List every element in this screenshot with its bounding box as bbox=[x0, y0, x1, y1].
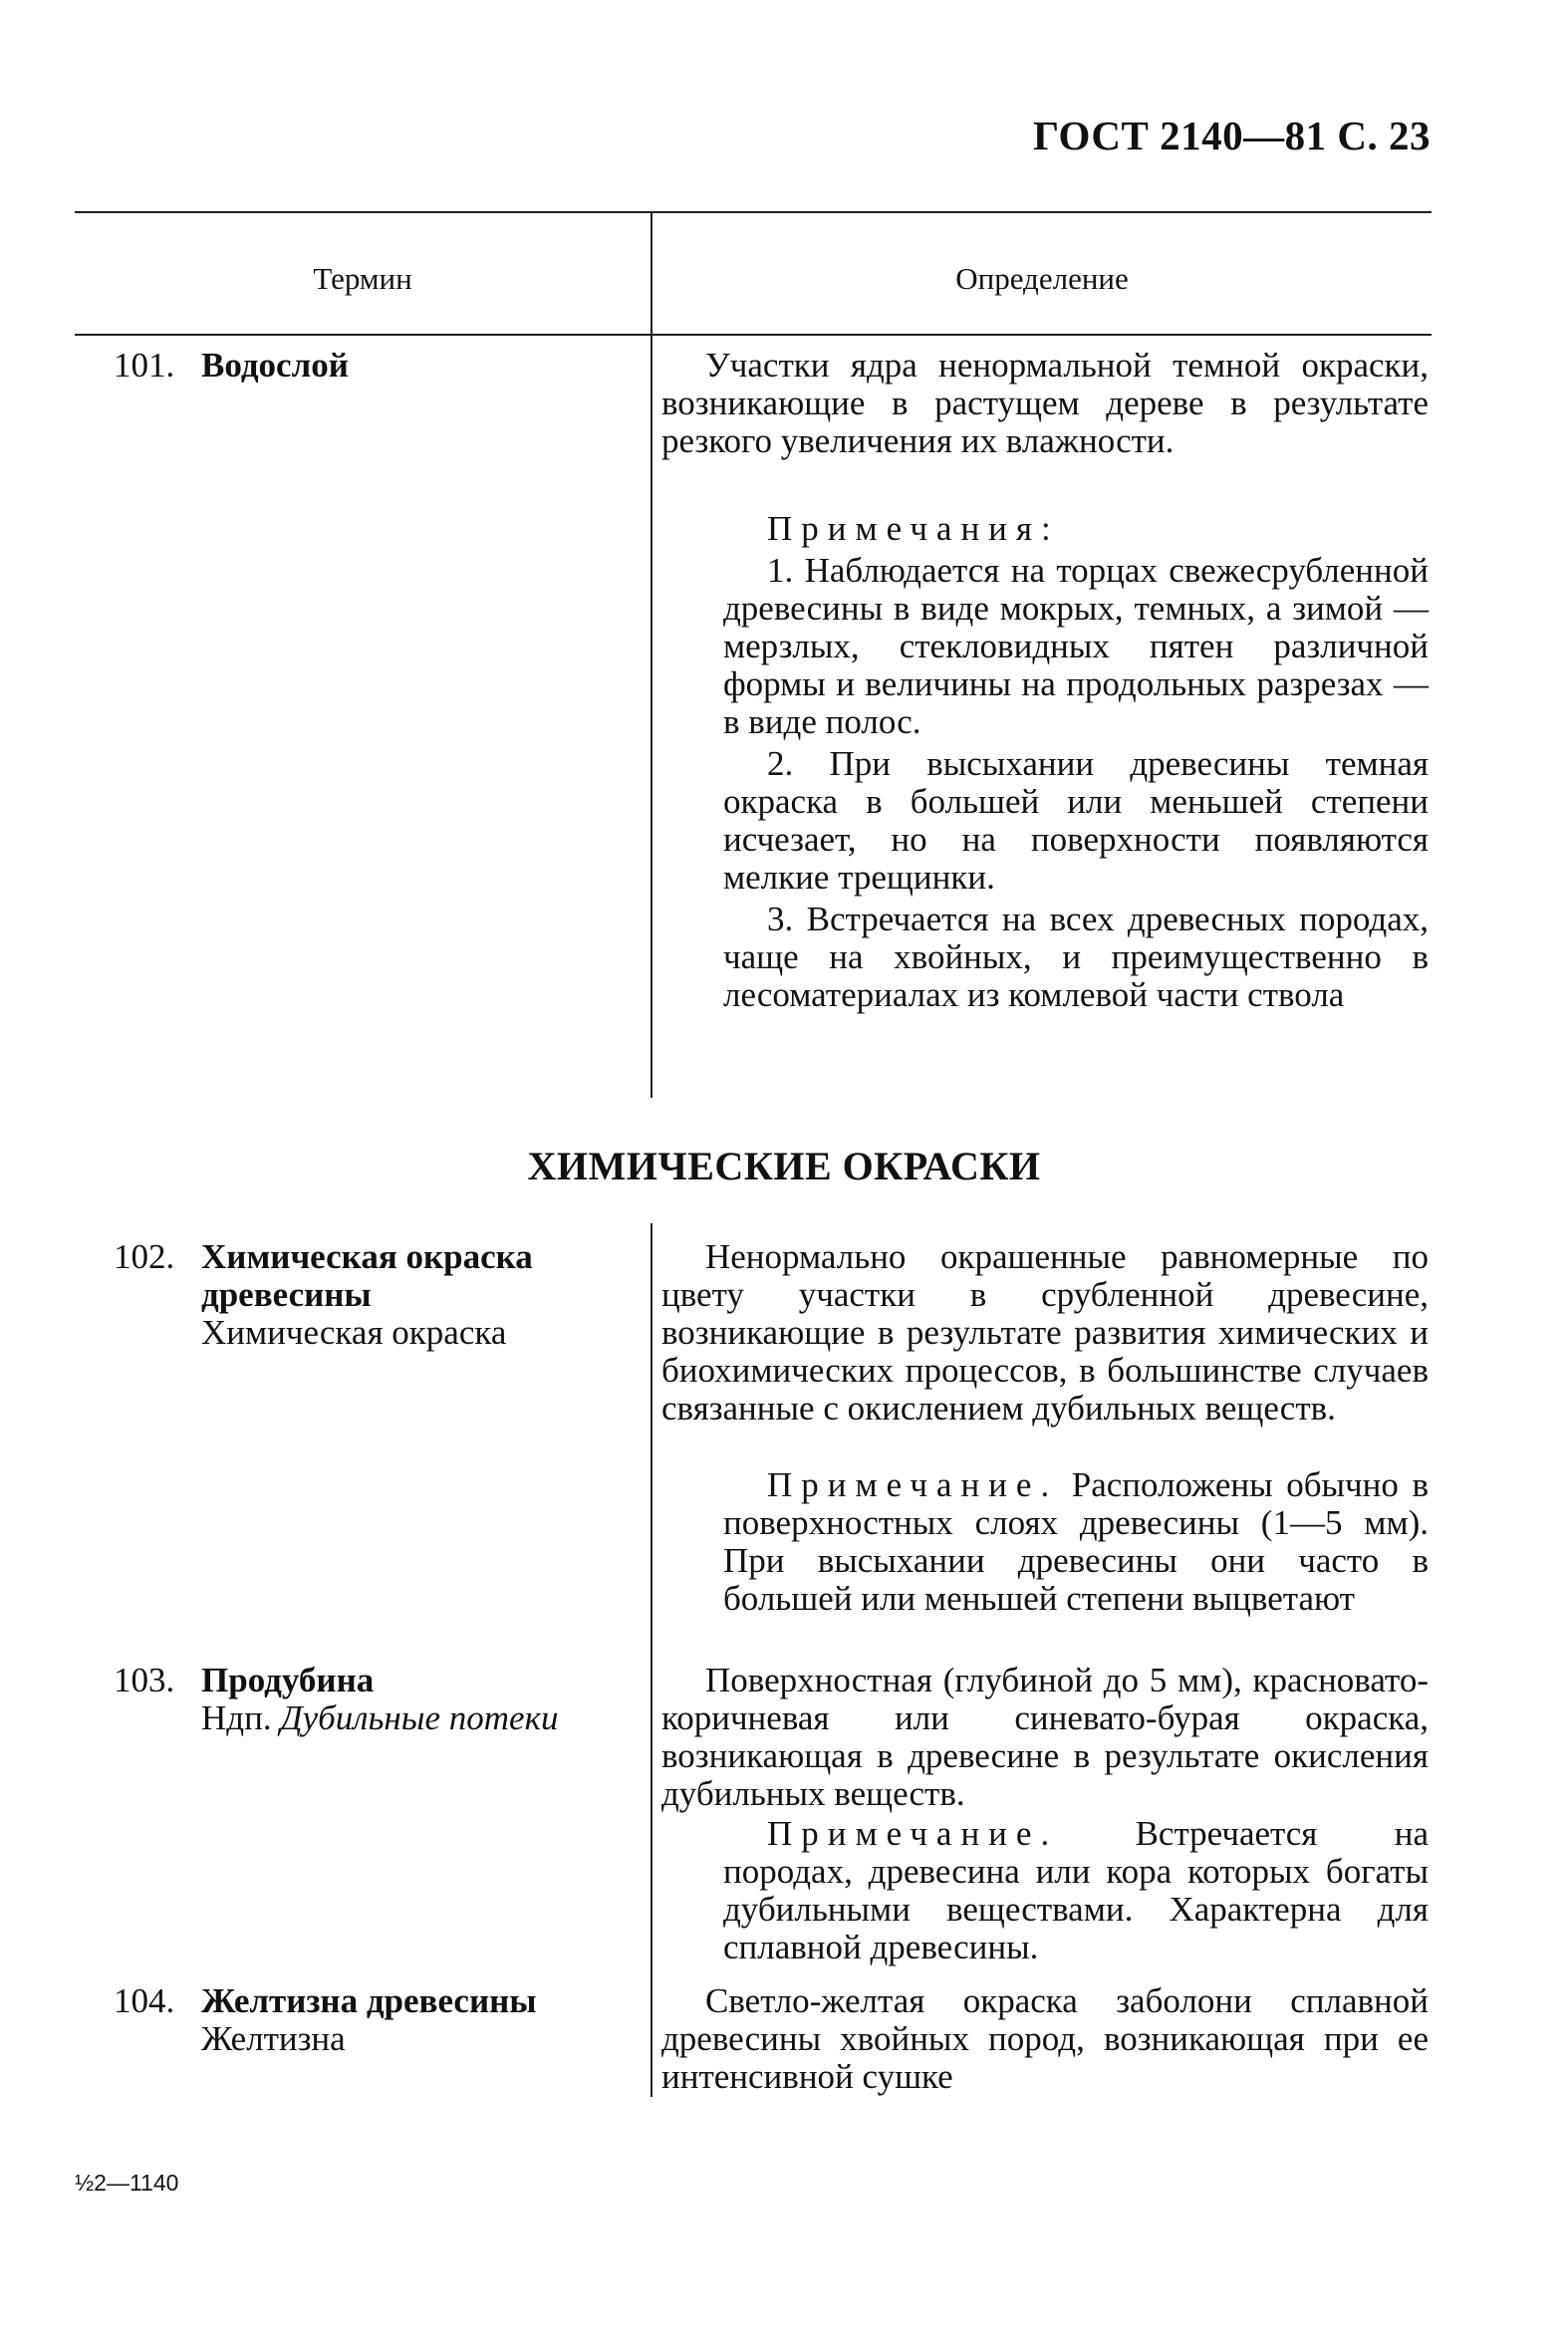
table-header-rule bbox=[75, 334, 1432, 336]
ndp-term: Дубильные потеки bbox=[280, 1698, 559, 1737]
section-title: ХИМИЧЕСКИЕ ОКРАСКИ bbox=[527, 1144, 1041, 1188]
term-104 bbox=[114, 1982, 652, 2058]
notes-title: Примечания: bbox=[767, 509, 1060, 548]
note-102 bbox=[723, 1466, 1429, 1622]
table-column-divider bbox=[651, 211, 653, 1098]
term-name: Желтизна древесины bbox=[201, 1981, 537, 2020]
term-name: Продубина bbox=[201, 1661, 375, 1699]
note-label: Примечание. bbox=[767, 1814, 1059, 1853]
term-number: 102. bbox=[114, 1237, 175, 1276]
column-header-definition: Определение bbox=[955, 261, 1129, 296]
term-number: 101. bbox=[114, 346, 175, 385]
definition-104 bbox=[661, 1982, 1429, 2096]
definition-101 bbox=[661, 347, 1429, 460]
notes-101 bbox=[723, 510, 1429, 1018]
term-102 bbox=[114, 1238, 652, 1352]
note-item: 3. Встречается на всех древесных породах, чаще на хвойных, и преимущественно в лесоматериалах из комлевой части ствола bbox=[723, 900, 1429, 1014]
definition-text: Участки ядра ненормальной темной окраски, возникающие в растущем дереве в результате резкого увеличения их влажности. bbox=[661, 346, 1429, 460]
term-101 bbox=[114, 347, 652, 385]
table-column-divider-lower bbox=[651, 1223, 653, 2097]
table-top-rule bbox=[75, 211, 1432, 213]
term-number: 103. bbox=[114, 1661, 175, 1699]
footer-code: ½2—1140 bbox=[75, 2170, 179, 2196]
term-103 bbox=[114, 1662, 652, 1737]
definition-text: Светло-желтая окраска заболони сплавной древесины хвойных пород, возникающая при ее интенсивной сушке bbox=[661, 1981, 1429, 2096]
note-103 bbox=[723, 1815, 1429, 1970]
term-not-allowed bbox=[114, 1699, 652, 1737]
definition-103 bbox=[661, 1662, 1429, 1813]
definition-text: Поверхностная (глубиной до 5 мм), красновато-коричневая или синевато-бурая окраска, возникающая в древесине в результате окисления дубильных веществ. bbox=[661, 1661, 1429, 1813]
definition-102 bbox=[661, 1238, 1429, 1428]
page-header: ГОСТ 2140—81 С. 23 bbox=[1032, 113, 1431, 158]
note-item: 1. Наблюдается на торцах свежесрубленной древесины в виде мокрых, темных, а зимой — мерзлых, стекловидных пятен различной формы и величины на продольных разрезах — в виде полос. bbox=[723, 551, 1429, 741]
definition-text: Ненормально окрашенные равномерные по цвету участки в срубленной древесине, возникающие в результате развития химических и биохимических процессов, в большинстве случаев связанные с окислением дубильных веществ. bbox=[661, 1237, 1429, 1428]
term-name: Водослой bbox=[201, 346, 349, 385]
term-synonym: Химическая окраска bbox=[201, 1313, 507, 1352]
note-item: 2. При высыхании древесины темная окраска в большей или меньшей степени исчезает, но на поверхности появляются мелкие трещинки. bbox=[723, 744, 1429, 897]
note-text: Примечание. Встречается на породах, древесина или кора которых богаты дубильными веществами. Характерна для сплавной древесины. bbox=[723, 1814, 1429, 1966]
term-name: Химическая окраска древесины bbox=[201, 1237, 533, 1314]
term-synonym: Желтизна bbox=[201, 2019, 346, 2058]
note-label: Примечание. bbox=[767, 1465, 1059, 1504]
note-text: Примечание. Расположены обычно в поверхностных слоях древесины (1—5 мм). При высыхании древесины они часто в большей или меньшей степени выцветают bbox=[723, 1465, 1429, 1618]
column-header-term: Термин bbox=[313, 261, 412, 296]
term-number: 104. bbox=[114, 1981, 175, 2020]
ndp-prefix: Ндп. bbox=[201, 1698, 272, 1737]
